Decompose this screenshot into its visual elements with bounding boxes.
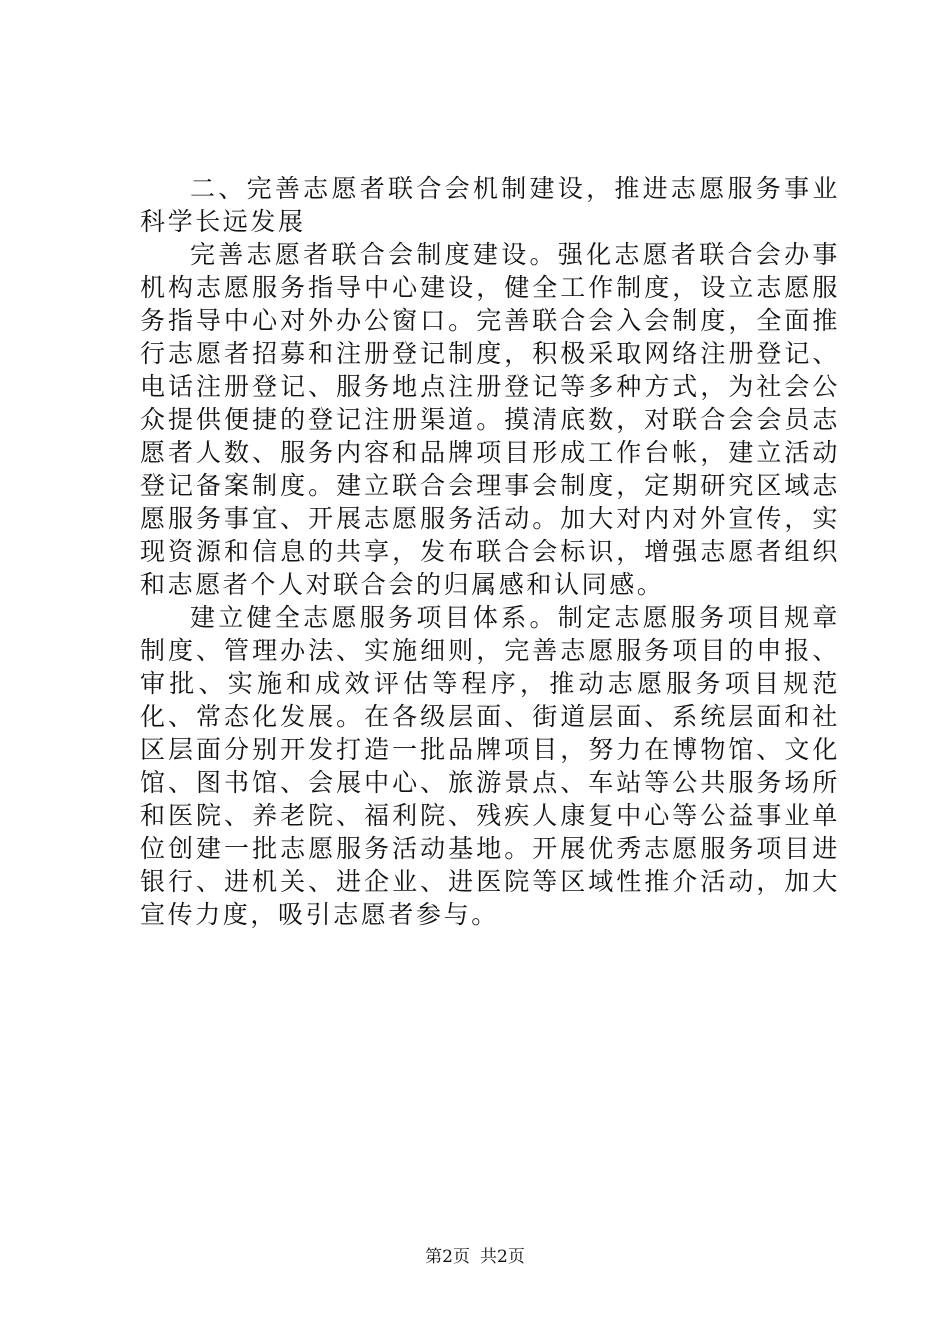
document-body: [140, 172, 840, 931]
body-paragraph: 建立健全志愿服务项目体系。制定志愿服务项目规章制度、管理办法、实施细则，完善志愿服务项目的申报、审批、实施和成效评估等程序，推动志愿服务项目规范化、常态化发展。在各级层面、街道层面、系统层面和社区层面分别开发打造一批品牌项目，努力在博物馆、文化馆、图书馆、会展中心、旅游景点、车站等公共服务场所和医院、养老院、福利院、残疾人康复中心等公益事业单位创建一批志愿服务活动基地。开展优秀志愿服务项目进银行、进机关、进企业、进医院等区域性推介活动，加大宣传力度，吸引志愿者参与。: [140, 603, 840, 929]
page-number: 第2页: [425, 1247, 470, 1267]
page-footer: [0, 1246, 950, 1268]
page-count: 共2页: [480, 1247, 525, 1267]
body-paragraph: 完善志愿者联合会制度建设。强化志愿者联合会办事机构志愿服务指导中心建设，健全工作制度，设立志愿服务指导中心对外办公窗口。完善联合会入会制度，全面推行志愿者招募和注册登记制度，积极采取网络注册登记、电话注册登记、服务地点注册登记等多种方式，为社会公众提供便捷的登记注册渠道。摸清底数，对联合会会员志愿者人数、服务内容和品牌项目形成工作台帐，建立活动登记备案制度。建立联合会理事会制度，定期研究区域志愿服务事宜、开展志愿服务活动。加大对内对外宣传，实现资源和信息的共享，发布联合会标识，增强志愿者组织和志愿者个人对联合会的归属感和认同感。: [140, 240, 840, 599]
section-heading: 二、完善志愿者联合会机制建设，推进志愿服务事业科学长远发展: [140, 174, 840, 236]
